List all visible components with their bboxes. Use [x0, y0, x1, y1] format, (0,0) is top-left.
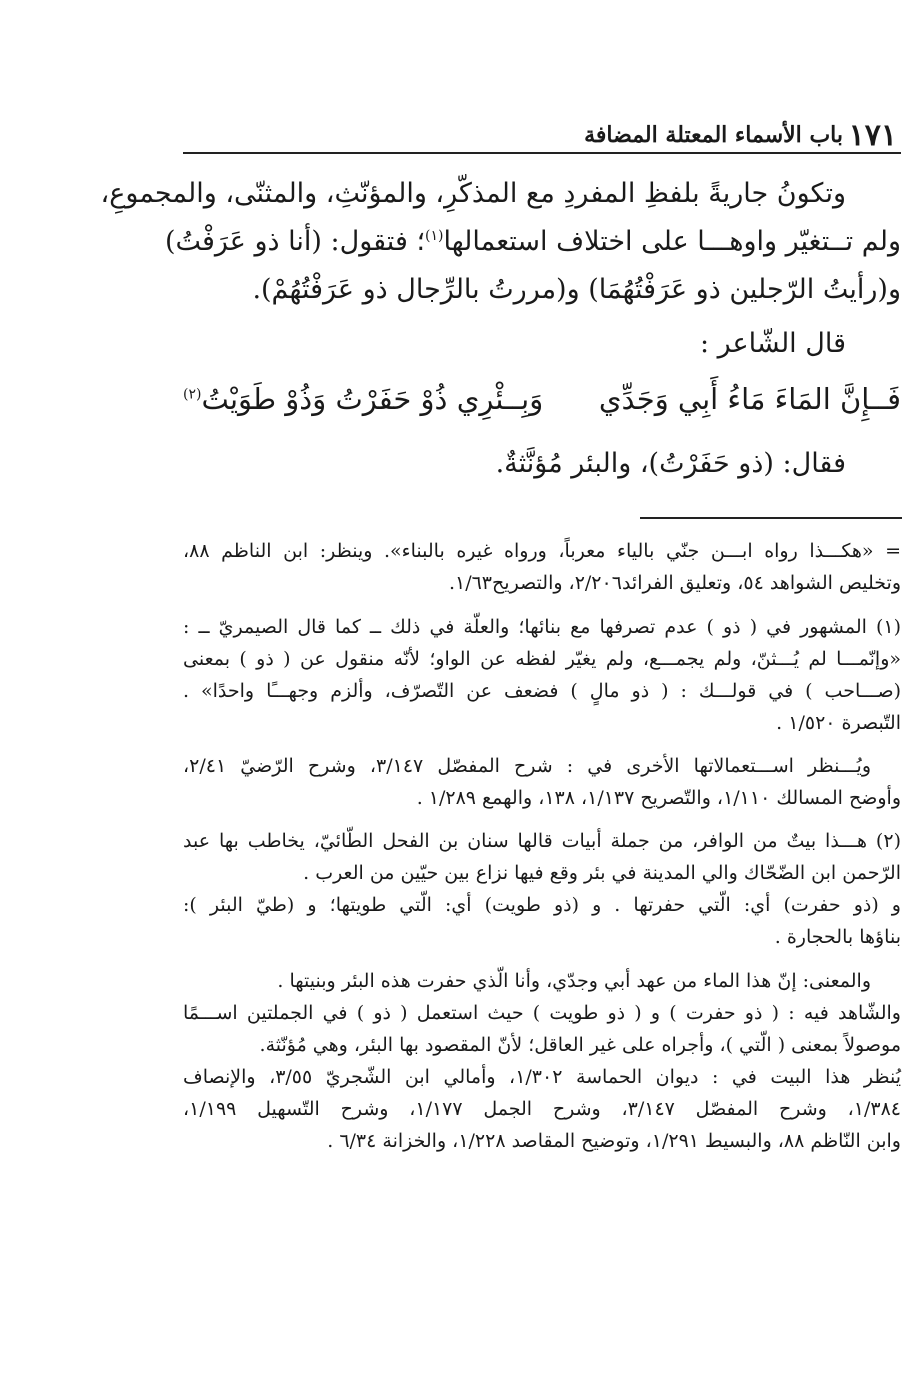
note-line: بناؤها بالحجارة . [774, 926, 901, 948]
note-line: وتخليص الشواهد ٥٤، وتعليق الفرائد٢/٢٠٦، والتصريح١/٦٣. [448, 572, 901, 594]
note-line: التّبصرة ١/٥٢٠ . [776, 712, 901, 734]
note-line: والمعنى: إنّ هذا الماء من عهد أبي وجدّي، وأنا الّذي حفرت هذه البئر وبنيتها . [277, 970, 871, 992]
note-line: الرّحمن ابن الضّحّاك والي المدينة في بئر وقع فيها نزاع بين حيّين من العرب . [303, 862, 901, 884]
note-line: و (ذو حفرت) أي: الّتي حفرتها . و (ذو طويت) أي: الّتي طويتها؛ و (طيّ البئر ): [183, 894, 901, 916]
running-title: باب الأسماء المعتلة المضافة [584, 122, 843, 148]
note-line: وأوضح المسالك ١/١١٠، والتّصريح ١/١٣٧، ١٣٨، والهمع ١/٢٨٩ . [416, 787, 901, 809]
note-line: ويُـــنظر اســـتعمالاتها الأخرى في : شرح المفصّل ٣/١٤٧، وشرح الرّضيّ ٢/٤١، [183, 755, 871, 777]
note-line: (صـــاحب ) في قولـــك : ( ذو مالٍ ) فضعف عن التّصرّف، وألزم وجهـــًا واحدًا» . [183, 680, 901, 702]
note-line: يُنظر هذا البيت في : ديوان الحماسة ١/٣٠٢، وأمالي ابن الشّجريّ ٣/٥٥، والإنصاف [183, 1066, 901, 1088]
verse-second-hemistich [183, 382, 543, 416]
verse-second-text: وَبِــئْرِي ذُوْ حَفَرْتُ وَذُوْ طَوَيْتُ [201, 382, 544, 416]
note-line: (٢) هـــذا بيتٌ من الوافر، من جملة أبيات قالها سنان بن الفحل الطّائيّ، يخاطب بها عبد [183, 830, 901, 852]
main-line-2-tail: ؛ فتقول: (أنا ذو عَرَفْتُ) [164, 226, 426, 257]
note-line: موصولاً بمعنى ( الّتي )، وأجراه على غير العاقل؛ لأنّ المقصود بها البئر، وهي مُؤنّثة. [259, 1034, 901, 1056]
page-number: ١٧١ [848, 118, 897, 153]
note-line: = «هكـــذا رواه ابـــن جنّي بالياء معرباً، ورواه غيره بالبناء». وينظر: ابن الناظم ٨٨، [183, 540, 901, 562]
main-line-1: وتكونُ جاريةً بلفظِ المفردِ مع المذكّرِ، والمؤنّثِ، والمثنّى، والمجموعِ، [100, 178, 846, 209]
page-header [183, 112, 901, 154]
note-line: وابن النّاظم ٨٨، والبسيط ١/٢٩١، وتوضيح المقاصد ١/٢٢٨، والخزانة ٦/٣٤ . [327, 1130, 901, 1152]
footnote-ref-2: (٢) [183, 386, 202, 403]
note-line: (١) المشهور في ( ذو ) عدم تصرفها مع بنائها؛ والعلّة في ذلك ــ كما قال الصيمريّ ــ : [183, 616, 901, 638]
main-line-2-text: ولم تــتغيّر واوهـــا على اختلاف استعمالها [443, 226, 901, 257]
main-line-3: و(رأيتُ الرّجلين ذو عَرَفْتُهُمَا) و(مررتُ بالرِّجال ذو عَرَفْتُهُمْ). [252, 274, 901, 305]
footnote-ref-1: (١) [425, 228, 444, 244]
poet-intro: قال الشّاعر : [699, 328, 846, 359]
note-line: «وإنّمـــا لم يُـــثنّ، ولم يجمـــع، ولم يغيّر لفظه عن الواو؛ لأنّه منقول عن ( ذو ) بمعنى [183, 648, 901, 670]
footnote-rule [640, 517, 902, 519]
main-line-2 [164, 226, 901, 257]
note-line: ١/٣٨٤، وشرح المفصّل ٣/١٤٧، وشرح الجمل ١/١٧٧، وشرح التّسهيل ١/١٩٩، [183, 1098, 901, 1120]
verse-first-hemistich: فَــإِنَّ المَاءَ مَاءُ أَبِي وَجَدِّي [598, 382, 901, 416]
note-line: والشّاهد فيه : ( ذو حفرت ) و ( ذو طويت ) حيث استعمل ( ذو ) في الجملتين اســـمًا [183, 1002, 901, 1024]
after-verse: فقال: (ذو حَفَرْتُ)، والبئر مُؤنَّثةٌ. [495, 448, 846, 479]
